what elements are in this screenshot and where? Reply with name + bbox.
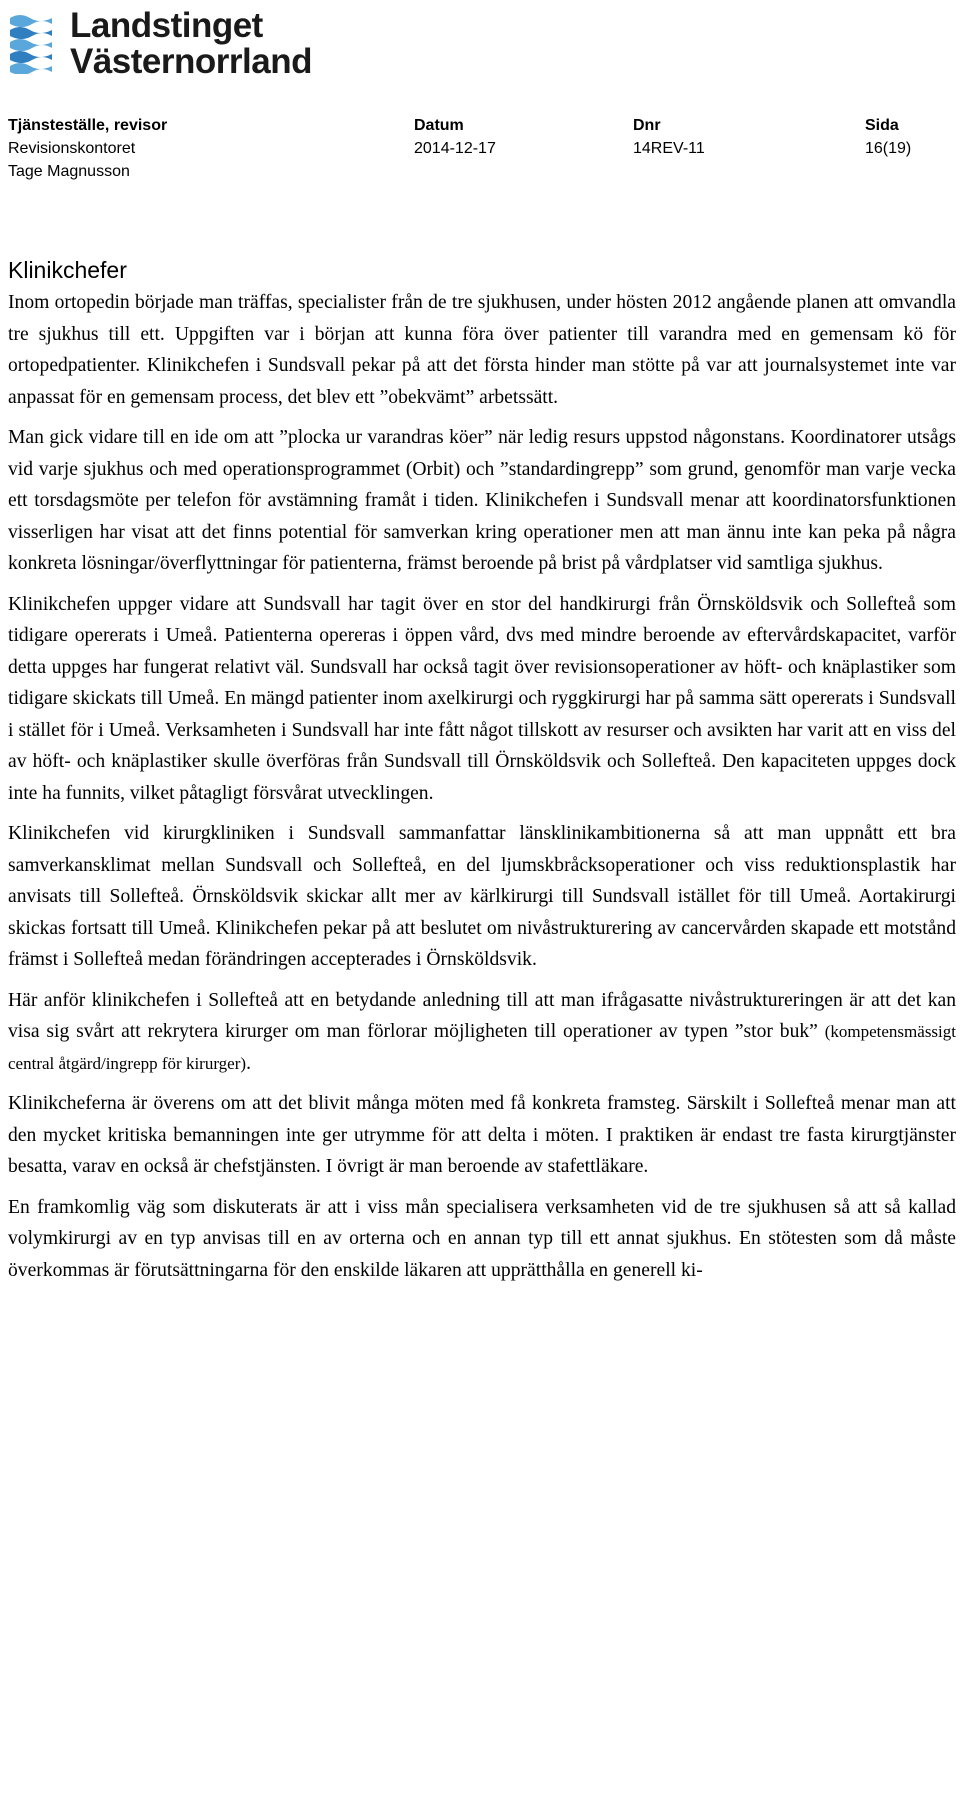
organization-logo	[8, 8, 338, 80]
office-label: Tjänsteställe, revisor	[8, 117, 168, 134]
paragraph-6: Klinikcheferna är överens om att det blivit många möten med få konkreta framsteg. Särskilt i Sollefteå menar man att den mycket kritiska bemanningen inte ger utrymme för att delta i möten. I praktiken är endast tre fasta kirurgtjänster besatta, varav en också är chefstjänsten. I övrigt är man beroende av stafettläkare.	[8, 1093, 956, 1177]
dnr-value: 14REV-11	[633, 140, 705, 157]
paragraph-1: Inom ortopedin började man träffas, specialister från de tre sjukhusen, under hösten 2012 angående planen att omvandla tre sjukhus till ett. Uppgiften var i början att kunna föra över patienter till varandra med en gemensam kö för ortopedpatienter. Klinikchefen i Sundsvall pekar på att det första hinder man stötte på var att journalsystemet inte var anpassat för en gemensam process, det blev ett ”obekvämt” arbetssätt.	[8, 292, 956, 408]
header-col-office	[8, 114, 167, 183]
paragraph-5-end: .	[246, 1052, 251, 1074]
document-body	[8, 255, 956, 1295]
office-value: Revisionskontoret	[8, 140, 136, 157]
paragraph-7: En framkomlig väg som diskuterats är att i viss mån specialisera verksamheten vid de tre sjukhusen så att så kallad volymkirurgi av en typ anvisas till en av orterna och en annan typ till ett annat sjukhus. En stötesten som då måste överkommas är förutsättningarna för den enskilde läkaren att upprätthålla en generell ki-	[8, 1196, 956, 1281]
date-value: 2014-12-17	[414, 140, 496, 157]
date-label: Datum	[414, 117, 464, 134]
page-value: 16(19)	[865, 140, 912, 157]
header-col-page	[865, 114, 911, 160]
paragraph-5-parenthetical: (kompetensmässigt central åtgärd/ingrepp för kirurger)	[8, 1022, 956, 1073]
paragraph-5	[8, 985, 956, 1080]
paragraph-5-main: Här anför klinikchefen i Sollefteå att en betydande anledning till att man ifrågasatte nivåstruktureringen är att det kan visa sig svårt att rekrytera kirurger om man förlorar möjligheten till operationer av typen ”stor buk”	[8, 989, 956, 1042]
logo-mark-icon	[8, 10, 56, 74]
paragraph-3: Klinikchefen uppger vidare att Sundsvall har tagit över en stor del handkirurgi från Örnsköldsvik och Sollefteå som tidigare opererats i Umeå. Patienterna opereras i öppen vård, dvs med mindre beroende av eftervårdskapacitet, varför detta uppges har fungerat relativt väl. Sundsvall har också tagit över revisionsoperationer av höft- och knäplastiker som tidigare skickats till Umeå. En mängd patienter inom axelkirurgi och ryggkirurgi har på samma sätt opererats i Sundsvall i stället för i Umeå. Verksamheten i Sundsvall har inte fått något tillskott av resurser och avsikten har varit att en viss del av höft- och knäplastiker skulle överföras från Sundsvall till Örnsköldsvik och Sollefteå. Den kapaciteten uppges dock inte ha funnits, vilket påtagligt försvårat utvecklingen.	[8, 593, 956, 804]
logo-line-1: Landstinget	[70, 6, 263, 45]
logo-line-2: Västernorrland	[70, 42, 312, 81]
dnr-label: Dnr	[633, 117, 661, 134]
author-name: Tage Magnusson	[8, 163, 130, 180]
logo-wordmark	[70, 8, 312, 80]
header-col-dnr	[633, 114, 705, 160]
header-col-date	[414, 114, 496, 160]
paragraph-2: Man gick vidare till en ide om att ”plocka ur varandras köer” när ledig resurs uppstod någonstans. Koordinatorer utsågs vid varje sjukhus och med operationsprogrammet (Orbit) och ”standardingrepp” som grund, genomför man varje vecka ett torsdagsmöte per telefon för avstämning framåt i tiden. Klinikchefen i Sundsvall menar att koordinatorsfunktionen visserligen har visat att det finns potential för samverkan kring operationer men att man ännu inte kan peka på några konkreta lösningar/överflyttningar för patienterna, främst beroende på brist på vårdplatser vid samtliga sjukhus.	[8, 427, 956, 574]
section-heading: Klinikchefer	[8, 257, 127, 283]
page-label: Sida	[865, 117, 899, 134]
paragraph-4: Klinikchefen vid kirurgkliniken i Sundsvall sammanfattar länsklinikambitionerna så att man uppnått ett bra samverkansklimat mellan Sundsvall och Sollefteå, en del ljumskbråcksoperationer och viss reduktionsplastik har anvisats till Sollefteå. Örnsköldsvik skickar allt mer av kärlkirurgi till Sundsvall istället för till Umeå. Aortakirurgi skickas fortsatt till Umeå. Klinikchefen pekar på att beslutet om nivåstrukturering av cancervården skapade ett motstånd främst i Sollefteå medan förändringen accepterades i Örnsköldsvik.	[8, 823, 956, 970]
